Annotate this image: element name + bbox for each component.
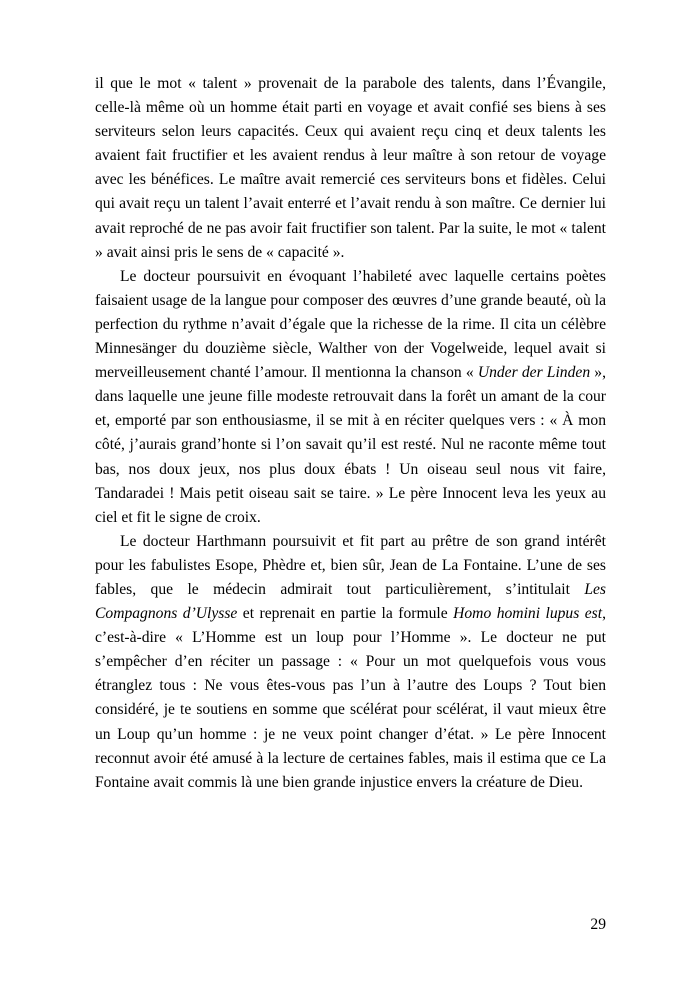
paragraph bbox=[95, 530, 606, 795]
italic-phrase: Homo homini lupus est bbox=[453, 605, 603, 623]
text-run: et reprenait en partie la formule bbox=[237, 605, 454, 623]
page-number: 29 bbox=[590, 916, 606, 933]
text-run: Le docteur poursuivit en évoquant l’habileté avec laquelle certains poètes faisaient usage de la langue pour composer des œuvres d’une grande beauté, où la perfection du rythme n’avait d’égale que la richesse de la rime. Il cita un célèbre Minnesänger du douzième siècle, Walther von der Vogelweide, lequel avait si merveilleusement chanté l’amour. Il mentionna la chanson « bbox=[95, 267, 606, 382]
text-run: Le docteur Harthmann poursuivit et fit part au prêtre de son grand intérêt pour les fabulistes Esope, Phèdre et, bien sûr, Jean de La Fontaine. L’une de ses fables, que le médecin admirait tout particulièrement, s’intitulait bbox=[95, 532, 606, 598]
paragraph bbox=[95, 72, 606, 265]
paragraph bbox=[95, 265, 606, 530]
text-run: il que le mot « talent » provenait de la parabole des talents, dans l’Évangile, celle-là même où un homme était parti en voyage et avait confié ses biens à ses serviteurs selon leurs capacités. Ceux qui avaient reçu cinq et deux talents les avaient fait fructifier et les avaient rendus à leur maître à son retour de voyage avec les bénéfices. Le maître avait remercié ces serviteurs bons et fidèles. Celui qui avait reçu un talent l’avait enterré et l’avait rendu à son maître. Ce dernier lui avait reproché de ne pas avoir fait fructifier son talent. Par la suite, le mot « talent » avait ainsi pris le sens de « capacité ». bbox=[95, 75, 606, 261]
italic-phrase: Under der Linden bbox=[477, 364, 591, 382]
text-run: », dans laquelle une jeune fille modeste retrouvait dans la forêt un amant de la cour et, emporté par son enthousiasme, il se mit à en réciter quelques vers : « À mon côté, j’aurais grand’honte si l’on savait qu’il est resté. Nul ne raconte même tout bas, nos doux jeux, nos plus doux ébats ! Un oiseau seul nous vit faire, Tandaradei ! Mais petit oiseau sait se taire. » Le père Innocent leva les yeux au ciel et fit le signe de croix. bbox=[95, 364, 606, 526]
text-run: , c’est-à-dire « L’Homme est un loup pour l’Homme ». Le docteur ne put s’empêcher d’en réciter un passage : « Pour un mot quelquefois vous vous étranglez tous : Ne vous êtes-vous pas l’un à l’autre des Loups ? Tout bien considéré, je te soutiens en somme que scélérat pour scélérat, il vaut mieux être un Loup qu’un homme : je ne veux point changer d’état. » Le père Innocent reconnut avoir été amusé à la lecture de certaines fables, mais il estima que ce La Fontaine avait commis là une bien grande injustice envers la créature de Dieu. bbox=[95, 605, 606, 791]
page-text-block bbox=[95, 72, 606, 795]
italic-phrase: Les Compagnons d’Ulysse bbox=[95, 580, 606, 623]
